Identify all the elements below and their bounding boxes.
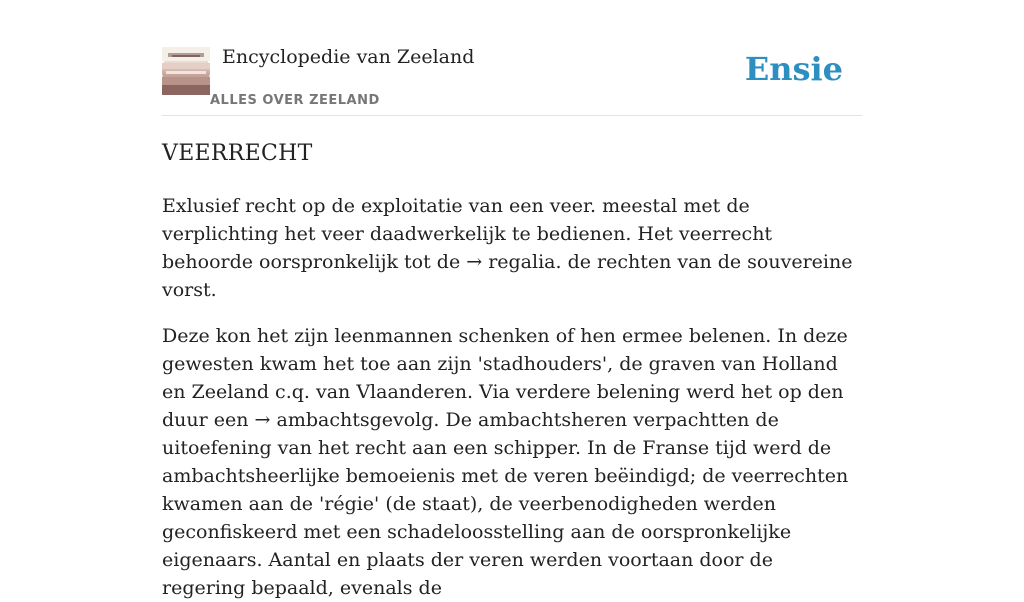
paragraph-text: . De ambachtsheren verpachtten de uitoefening van het recht aan een schipper. In de Franse tijd werd de ambachtsheerlijke bemoeienis met de veren beëindigd; de veerrechten kwamen aan de 'régie' (de staat), de veerbenodigheden werden geconfiskeerd met een schadeloosstelling aan de oorspronkelijke eigenaars. Aantal en plaats der veren werden voortaan door de regering bepaald, evenals de (162, 409, 849, 599)
avatar-image (162, 47, 210, 95)
article (162, 138, 862, 602)
paragraph-text: Deze kon het zijn leenmannen schenken of hen ermee belenen. In deze gewesten kwam het toe aan zijn 'stadhouders', de graven van Holland en Zeeland c.q. van Vlaanderen. Via verdere belening werd het op den duur een (162, 325, 848, 431)
article-paragraph-1 (162, 192, 862, 304)
paragraph-text: Exlusief recht op de exploitatie van een veer. meestal met de verplichting het veer daadwerkelijk te bedienen. Het veerrecht behoorde oorspronkelijk tot de (162, 195, 773, 273)
site-title[interactable]: Encyclopedie van Zeeland (222, 46, 475, 68)
ambachtsgevolg-link[interactable]: → ambachtsgevolg (254, 409, 434, 431)
paragraph-text: . de rechten van de souvereine vorst. (162, 251, 853, 301)
article-title: VEERRECHT (162, 141, 313, 166)
site-subtitle: ALLES OVER ZEELAND (210, 93, 380, 108)
site-avatar[interactable] (162, 47, 210, 95)
site-header (162, 44, 862, 116)
article-paragraph-2 (162, 322, 862, 602)
brand-logo[interactable]: Ensie (744, 50, 843, 88)
regalia-link[interactable]: → regalia (466, 251, 556, 273)
